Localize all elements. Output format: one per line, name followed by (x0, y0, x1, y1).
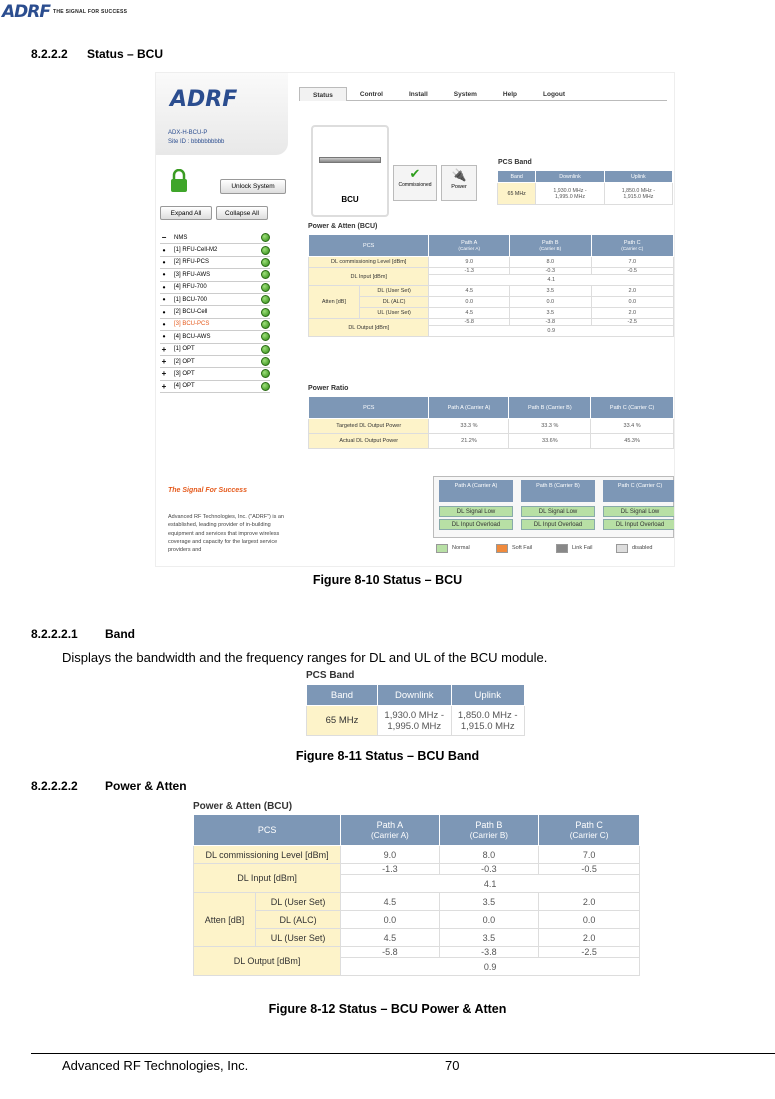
cell: DL Input [dBm] (194, 864, 341, 893)
dl-signal-low-indicator: DL Signal Low (439, 506, 513, 517)
cell: 9.0 (341, 846, 439, 864)
cell: 3.5 (510, 286, 592, 297)
cell: 0.0 (591, 297, 673, 308)
tree-expander-icon[interactable]: + (161, 344, 167, 354)
tree-item[interactable] (160, 269, 270, 281)
th: Path C (Carrier C) (591, 397, 674, 419)
tree-item-label: [2] OPT (174, 358, 195, 365)
tree-item[interactable] (160, 319, 270, 331)
alarm-path-column (521, 480, 595, 530)
about-text: Advanced RF Technologies, Inc. ("ADRF") is an established, leading provider of in-building equipment and services that improve wireless coverage and capacity for the largest service providers and (168, 514, 284, 554)
subsection-band-heading (31, 627, 135, 641)
cell: DL (User Set) (255, 893, 340, 911)
alarm-panel (433, 476, 674, 538)
th: Path A (Carrier A) (429, 397, 509, 419)
tree-item[interactable] (160, 257, 270, 269)
bcu-image-box (311, 125, 389, 217)
cell: -3.8 (510, 319, 592, 326)
cell: 9.0 (429, 257, 510, 268)
tree-expander-icon[interactable]: + (161, 381, 167, 391)
section-title: Status – BCU (87, 47, 164, 61)
tree-item[interactable] (160, 356, 270, 368)
adrf-logo (2, 2, 127, 22)
cell: UL (User Set) (359, 308, 429, 319)
power-atten-table (193, 814, 640, 976)
tree-item[interactable] (160, 282, 270, 294)
cell: DL Output [dBm] (194, 947, 341, 976)
path-header: Path B (Carrier B) (510, 235, 592, 257)
screenshot-logo: ADRF (170, 87, 238, 112)
cell: -0.3 (510, 268, 592, 275)
slogan: The Signal For Success (168, 487, 247, 494)
dl-input-overload-indicator: DL Input Overload (439, 519, 513, 530)
uplink-header: Uplink (451, 685, 525, 706)
cell: PCS (309, 235, 429, 257)
pcs-band-table (306, 684, 525, 736)
cell: 0.0 (510, 297, 592, 308)
tree-expander-icon[interactable]: • (162, 332, 166, 342)
downlink-range: 1,930.0 MHz - 1,995.0 MHz (378, 706, 452, 736)
path-header: Path A (Carrier A) (341, 815, 439, 846)
collapse-all-button[interactable]: Collapse All (216, 206, 268, 220)
status-led-icon (261, 295, 270, 304)
legend-swatch (436, 544, 448, 553)
legend-label: Normal (452, 545, 470, 551)
tree-item-label: [3] RFU-AWS (174, 271, 211, 278)
power-ratio-table (308, 396, 674, 449)
td: Actual DL Output Power (309, 434, 429, 449)
subsection-title: Band (105, 627, 135, 641)
path-header: Path C (Carrier C) (539, 815, 640, 846)
power-label: Power (451, 184, 467, 190)
status-led-icon (261, 345, 270, 354)
pcs-band-title: PCS Band (306, 670, 355, 681)
footer-company: Advanced RF Technologies, Inc. (62, 1058, 249, 1073)
tree-item-label: [4] BCU-AWS (174, 333, 211, 340)
cell: -0.5 (591, 268, 673, 275)
tree-expander-icon[interactable]: • (162, 282, 166, 292)
cell: -0.5 (539, 864, 640, 875)
bcu-status-screenshot (155, 72, 675, 567)
footer-rule (31, 1053, 775, 1054)
tab-status[interactable]: Status (299, 87, 347, 101)
cell: UL (User Set) (255, 929, 340, 947)
logo-mark: ADRF (2, 2, 50, 22)
cell: 8.0 (439, 846, 539, 864)
alarm-path-header: Path B (Carrier B) (521, 480, 595, 502)
band-value: 65 MHz (498, 183, 536, 205)
lock-icon (170, 169, 188, 193)
tree-item[interactable] (160, 381, 270, 393)
dl-input-overload-indicator: DL Input Overload (603, 519, 675, 530)
downlink-range: 1,930.0 MHz - 1,995.0 MHz (536, 183, 604, 205)
cell: DL commissioning Level [dBm] (194, 846, 341, 864)
cell: DL Input [dBm] (309, 268, 429, 286)
check-icon: ✔ (409, 166, 421, 181)
uplink-range: 1,850.0 MHz - 1,915.0 MHz (604, 183, 672, 205)
section-heading (31, 47, 163, 61)
td: 33.6% (509, 434, 591, 449)
path-header: Path A (Carrier A) (429, 235, 510, 257)
cell: -5.8 (341, 947, 439, 958)
commissioned-button[interactable] (393, 165, 437, 201)
tree-item-label: [1] RFU-Cell-M2 (174, 247, 218, 254)
cell: 2.0 (591, 286, 673, 297)
tree-expander-icon[interactable]: • (162, 295, 166, 305)
legend-label: disabled (632, 545, 653, 551)
cell: Atten [dB] (194, 893, 256, 947)
cell: 3.5 (439, 893, 539, 911)
cell: 4.1 (429, 275, 674, 286)
tree-item[interactable] (160, 344, 270, 356)
cell: 0.9 (341, 958, 640, 976)
cell: 4.5 (429, 286, 510, 297)
status-led-icon (261, 332, 270, 341)
uplink-range: 1,850.0 MHz - 1,915.0 MHz (451, 706, 525, 736)
tab-logout[interactable]: Logout (543, 91, 566, 98)
cell: 7.0 (539, 846, 640, 864)
alarm-path-header: Path C (Carrier C) (603, 480, 675, 502)
tree-item[interactable] (160, 331, 270, 343)
nav-tabs (299, 87, 667, 101)
status-led-icon (261, 258, 270, 267)
tab-install[interactable]: Install (408, 91, 428, 98)
status-led-icon (261, 283, 270, 292)
tree-item[interactable] (160, 368, 270, 380)
band-value: 65 MHz (307, 706, 378, 736)
legend-swatch (496, 544, 508, 553)
cell: 8.0 (510, 257, 592, 268)
td: Targeted DL Output Power (309, 419, 429, 434)
td: 45.3% (591, 434, 674, 449)
dl-signal-low-indicator: DL Signal Low (603, 506, 675, 517)
cell: DL (ALC) (255, 911, 340, 929)
power-ratio-title: Power Ratio (308, 385, 349, 392)
alarm-path-column (603, 480, 675, 530)
status-led-icon (261, 382, 270, 391)
tree-item-label: [1] BCU-700 (174, 296, 208, 303)
power-plug-icon: 🔌 (451, 168, 467, 182)
cell: 2.0 (591, 308, 673, 319)
alarm-path-column (439, 480, 513, 530)
tree-item-label: [1] OPT (174, 346, 195, 353)
th: Uplink (604, 171, 672, 183)
tree-expander-icon[interactable]: • (162, 307, 166, 317)
cell: 4.1 (341, 875, 640, 893)
tree-item[interactable] (160, 294, 270, 306)
cell: 0.0 (429, 297, 510, 308)
figure-caption-12: Figure 8-12 Status – BCU Power & Atten (268, 1002, 507, 1016)
cell: 3.5 (510, 308, 592, 319)
path-header: Path C (Carrier C) (591, 235, 673, 257)
cell: 2.0 (539, 929, 640, 947)
td: 33.4 % (591, 419, 674, 434)
subsection-number: 8.2.2.2.2 (31, 779, 78, 793)
downlink-header: Downlink (378, 685, 452, 706)
pcs-band-table-small (497, 170, 673, 205)
cell: Atten [dB] (309, 286, 360, 319)
cell: DL (User Set) (359, 286, 429, 297)
power-atten-title-small: Power & Atten (BCU) (308, 223, 378, 230)
status-led-icon (261, 233, 270, 242)
cell: 0.0 (341, 911, 439, 929)
status-led-icon (261, 270, 270, 279)
cell: 0.0 (539, 911, 640, 929)
alarm-path-header: Path A (Carrier A) (439, 480, 513, 502)
bcu-device-icon (319, 157, 381, 163)
th: Downlink (536, 171, 604, 183)
expand-all-button[interactable]: Expand All (160, 206, 212, 220)
status-led-icon (261, 369, 270, 378)
tree-item-label: NMS (174, 234, 188, 241)
tree-expander-icon[interactable]: − (161, 233, 167, 243)
subsection-atten-heading (31, 779, 187, 793)
tree-item[interactable] (160, 232, 270, 244)
status-led-icon (261, 357, 270, 366)
tree-item-label: [2] BCU-Cell (174, 309, 208, 316)
screenshot-header (156, 73, 288, 155)
tree-expander-icon[interactable]: • (162, 245, 166, 255)
cell: -3.8 (439, 947, 539, 958)
tree-item-label: [4] OPT (174, 383, 195, 390)
tree-expander-icon[interactable]: • (162, 257, 166, 267)
power-atten-table-small (308, 234, 674, 337)
tree-item[interactable] (160, 244, 270, 256)
tab-system[interactable]: System (453, 91, 477, 98)
status-led-icon (261, 246, 270, 255)
band-header: Band (307, 685, 378, 706)
cell: PCS (194, 815, 341, 846)
tree-item[interactable] (160, 306, 270, 318)
tree-item-label: [2] RFU-PCS (174, 259, 210, 266)
tab-help[interactable]: Help (502, 91, 517, 98)
commissioned-label: Commissioned (398, 182, 432, 188)
cell: 4.5 (341, 929, 439, 947)
figure-caption-10: Figure 8-10 Status – BCU (312, 573, 463, 587)
th: PCS (309, 397, 429, 419)
cell: DL Output [dBm] (309, 319, 429, 337)
logo-tagline: THE SIGNAL FOR SUCCESS (52, 9, 128, 15)
subsection-title: Power & Atten (105, 779, 187, 793)
td: 33.3 % (509, 419, 591, 434)
cell: -1.3 (341, 864, 439, 875)
bcu-label: BCU (341, 195, 359, 204)
tree-item-label: [4] RFU-700 (174, 284, 207, 291)
legend-swatch (616, 544, 628, 553)
path-header: Path B (Carrier B) (439, 815, 539, 846)
cell: -0.3 (439, 864, 539, 875)
tree-item-label: [3] BCU-PCS (174, 321, 210, 328)
td: 21.2% (429, 434, 509, 449)
cell: 4.5 (341, 893, 439, 911)
unlock-system-button[interactable]: Unlock System (220, 179, 286, 194)
power-atten-title: Power & Atten (BCU) (193, 801, 293, 812)
tree-item-label: [3] OPT (174, 370, 195, 377)
status-led-icon (261, 320, 270, 329)
cell: -2.5 (591, 319, 673, 326)
dl-input-overload-indicator: DL Input Overload (521, 519, 595, 530)
tree-expander-icon[interactable]: + (161, 369, 167, 379)
legend-label: Link Fail (572, 545, 593, 551)
tree-expander-icon[interactable]: • (162, 319, 166, 329)
figure-caption-11: Figure 8-11 Status – BCU Band (295, 749, 480, 763)
pcs-band-title-small: PCS Band (498, 159, 532, 166)
device-tree (160, 232, 270, 393)
th: Path B (Carrier B) (509, 397, 591, 419)
cell: 2.0 (539, 893, 640, 911)
cell: 0.0 (439, 911, 539, 929)
cell: 0.9 (429, 326, 674, 337)
cell: 3.5 (439, 929, 539, 947)
dl-signal-low-indicator: DL Signal Low (521, 506, 595, 517)
site-id: Site ID : bbbbbbbbbb (168, 139, 225, 145)
legend-swatch (556, 544, 568, 553)
section-number: 8.2.2.2 (31, 47, 68, 61)
cell: -1.3 (429, 268, 510, 275)
tree-expander-icon[interactable]: + (161, 357, 167, 367)
tree-expander-icon[interactable]: • (162, 270, 166, 280)
tab-control[interactable]: Control (359, 91, 383, 98)
cell: -5.8 (429, 319, 510, 326)
cell: 4.5 (429, 308, 510, 319)
cell: 7.0 (591, 257, 673, 268)
page-number: 70 (445, 1058, 460, 1073)
cell: DL commissioning Level [dBm] (309, 257, 429, 268)
th: Band (498, 171, 536, 183)
cell: DL (ALC) (359, 297, 429, 308)
td: 33.3 % (429, 419, 509, 434)
device-name: ADX-H-BCU-P (168, 130, 208, 136)
cell: -2.5 (539, 947, 640, 958)
status-led-icon (261, 308, 270, 317)
power-button[interactable] (441, 165, 477, 201)
band-description: Displays the bandwidth and the frequency ranges for DL and UL of the BCU module. (62, 650, 548, 665)
subsection-number: 8.2.2.2.1 (31, 627, 78, 641)
legend-label: Soft Fail (512, 545, 533, 551)
